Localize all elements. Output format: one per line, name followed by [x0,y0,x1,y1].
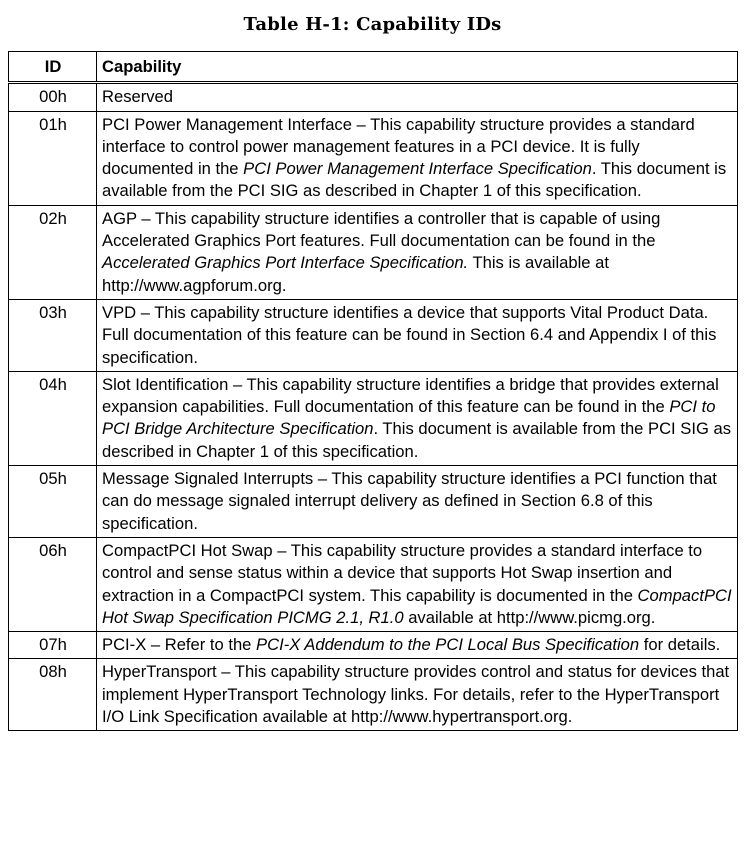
row-id: 00h [9,83,97,111]
row-id: 08h [9,659,97,731]
table-row [9,537,738,631]
row-description [97,299,738,371]
desc-text: available at http://www.picmg.org. [403,607,656,627]
spec-title: PCI to PCI Bridge Architecture Specification [102,397,716,439]
row-id: 05h [9,466,97,538]
desc-text: . This document is available from the PCI SIG as described in Chapter 1 of this specification. [102,159,727,201]
row-id: 02h [9,205,97,299]
desc-text: for details. [639,635,721,655]
desc-text: This is available at http://www.agpforum.org. [102,253,609,295]
spec-title: PCI Power Management Interface Specification [243,159,592,179]
table-row [9,466,738,538]
row-description [97,111,738,205]
capability-table [8,51,738,731]
row-description [97,537,738,631]
table-header-row [9,52,738,83]
table-row [9,659,738,731]
row-description [97,205,738,299]
row-id: 07h [9,632,97,659]
table-row [9,205,738,299]
row-id: 03h [9,299,97,371]
desc-text: Message Signaled Interrupts – This capability structure identifies a PCI function that can do message signaled interrupt delivery as defined in Section 6.8 of this specification. [102,469,717,533]
row-id: 01h [9,111,97,205]
desc-text: . This document is available from the PCI SIG as described in Chapter 1 of this specification. [102,419,732,461]
desc-text: Slot Identification – This capability structure identifies a bridge that provides external expansion capabilities. Full documentation of this feature can be found in the [102,374,719,417]
column-header-id: ID [9,52,97,83]
desc-text: AGP – This capability structure identifies a controller that is capable of using Accelerated Graphics Port features. Full documentation can be found in the [102,208,661,251]
spec-title: PCI-X Addendum to the PCI Local Bus Specification [256,635,640,655]
row-description [97,371,738,465]
desc-text: PCI Power Management Interface – This capability structure provides a standard interface to control power management features in a PCI device. It is fully documented in the [102,114,695,179]
row-id: 04h [9,371,97,465]
desc-text: Reserved [102,87,174,107]
spec-title: Accelerated Graphics Port Interface Specification. [102,253,469,273]
row-description [97,659,738,731]
desc-text: HyperTransport – This capability structure provides control and status for devices that implement HyperTransport Technology links. For details, refer to the HyperTransport I/O Link Specification available at http://www.hypertransport.org. [102,662,730,727]
column-header-capability: Capability [97,52,738,83]
row-description [97,83,738,111]
table-row [9,83,738,111]
row-description [97,466,738,538]
row-id: 06h [9,537,97,631]
table-row [9,299,738,371]
table-row [9,371,738,465]
table-row [9,111,738,205]
desc-text: PCI-X – Refer to the [102,635,257,655]
row-description [97,632,738,659]
desc-text: VPD – This capability structure identifies a device that supports Vital Product Data. Full documentation of this feature can be found in Section 6.4 and Appendix I of this specification. [102,302,717,367]
desc-text: CompactPCI Hot Swap – This capability structure provides a standard interface to control and sense status within a device that supports Hot Swap insertion and extraction in a CompactPCI system. This capability is documented in the [102,540,703,605]
spec-title: CompactPCI Hot Swap Specification PICMG 2.1, R1.0 [102,585,732,627]
table-row [9,632,738,659]
table-title: Table H-1: Capability IDs [243,14,502,35]
